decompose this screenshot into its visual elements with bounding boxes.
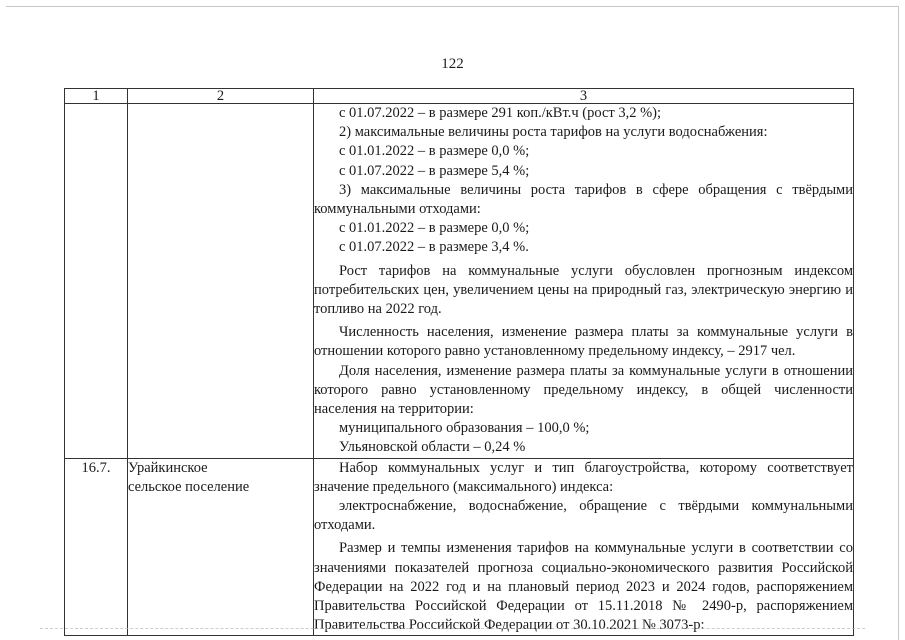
text-paragraph: Рост тарифов на коммунальные услуги обусловлен прогнозным индексом потребительских цен, увеличением цены на природный газ, электрическую энергию и топливо на 2022 год. — [314, 262, 853, 318]
text-line: 2) максимальные величины роста тарифов на услуги водоснабжения: — [339, 124, 768, 141]
scan-artifact-line — [40, 628, 865, 632]
table-row — [65, 104, 854, 459]
table-row — [65, 458, 854, 636]
text-paragraph: 3) максимальные величины роста тарифов в сфере обращения с твёрдыми коммунальными отходами: — [314, 181, 853, 218]
text-line: с 01.01.2022 – в размере 0,0 %; — [339, 143, 530, 160]
text-line: с 01.07.2022 – в размере 5,4 %; — [339, 162, 530, 179]
column-header-2: 2 — [128, 89, 314, 104]
settlement-cell — [128, 104, 314, 459]
text-line: с 01.07.2022 – в размере 291 коп./кВт.ч (рост 3,2 %); — [339, 105, 662, 121]
text-paragraph: Численность населения, изменение размера платы за коммунальные услуги в отношении которого равно установленному предельному индексу, – 2917 чел. — [314, 324, 853, 360]
tariff-table — [64, 88, 854, 636]
text-line: Ульяновской области – 0,24 % — [339, 439, 526, 456]
text-paragraph: Доля населения, изменение размера платы за коммунальные услуги в отношении которого равно установленному предельному индексу, в общей численности населения на территории: — [314, 362, 853, 418]
page-border-right — [898, 6, 899, 640]
settlement-name: Урайкинское — [128, 459, 208, 476]
row-number-cell — [65, 104, 128, 459]
description-cell — [314, 458, 854, 636]
page-border-top — [6, 6, 899, 7]
text-paragraph: Размер и темпы изменения тарифов на коммунальные услуги в соответствии со значениями показателей прогноза социально-экономического развития Российской Федерации на 2022 год и на плановый период 2023 и 2024 годов, распоряжением Правительства Российской Федерации от 15.11.2018 № 2490-р, распоряжением Правительства Российской Федерации от 30.10.2021 № 3073-р: — [314, 540, 853, 634]
row-number-cell: 16.7. — [65, 458, 128, 636]
settlement-cell — [128, 458, 314, 636]
page-number: 122 — [441, 56, 464, 72]
text-paragraph: Набор коммунальных услуг и тип благоустройства, которому соответствует значение предельного (максимального) индекса: — [314, 459, 853, 495]
text-line: с 01.07.2022 – в размере 3,4 %. — [339, 239, 529, 256]
column-header-3: 3 — [314, 89, 854, 104]
text-paragraph: электроснабжение, водоснабжение, обращение с твёрдыми коммунальными отходами. — [314, 498, 853, 534]
description-cell — [314, 104, 854, 459]
settlement-type: сельское поселение — [128, 478, 250, 495]
text-line: с 01.01.2022 – в размере 0,0 %; — [339, 220, 530, 237]
column-header-1: 1 — [65, 89, 128, 104]
text-line: муниципального образования – 100,0 %; — [339, 420, 590, 437]
table-header-row — [65, 89, 854, 104]
